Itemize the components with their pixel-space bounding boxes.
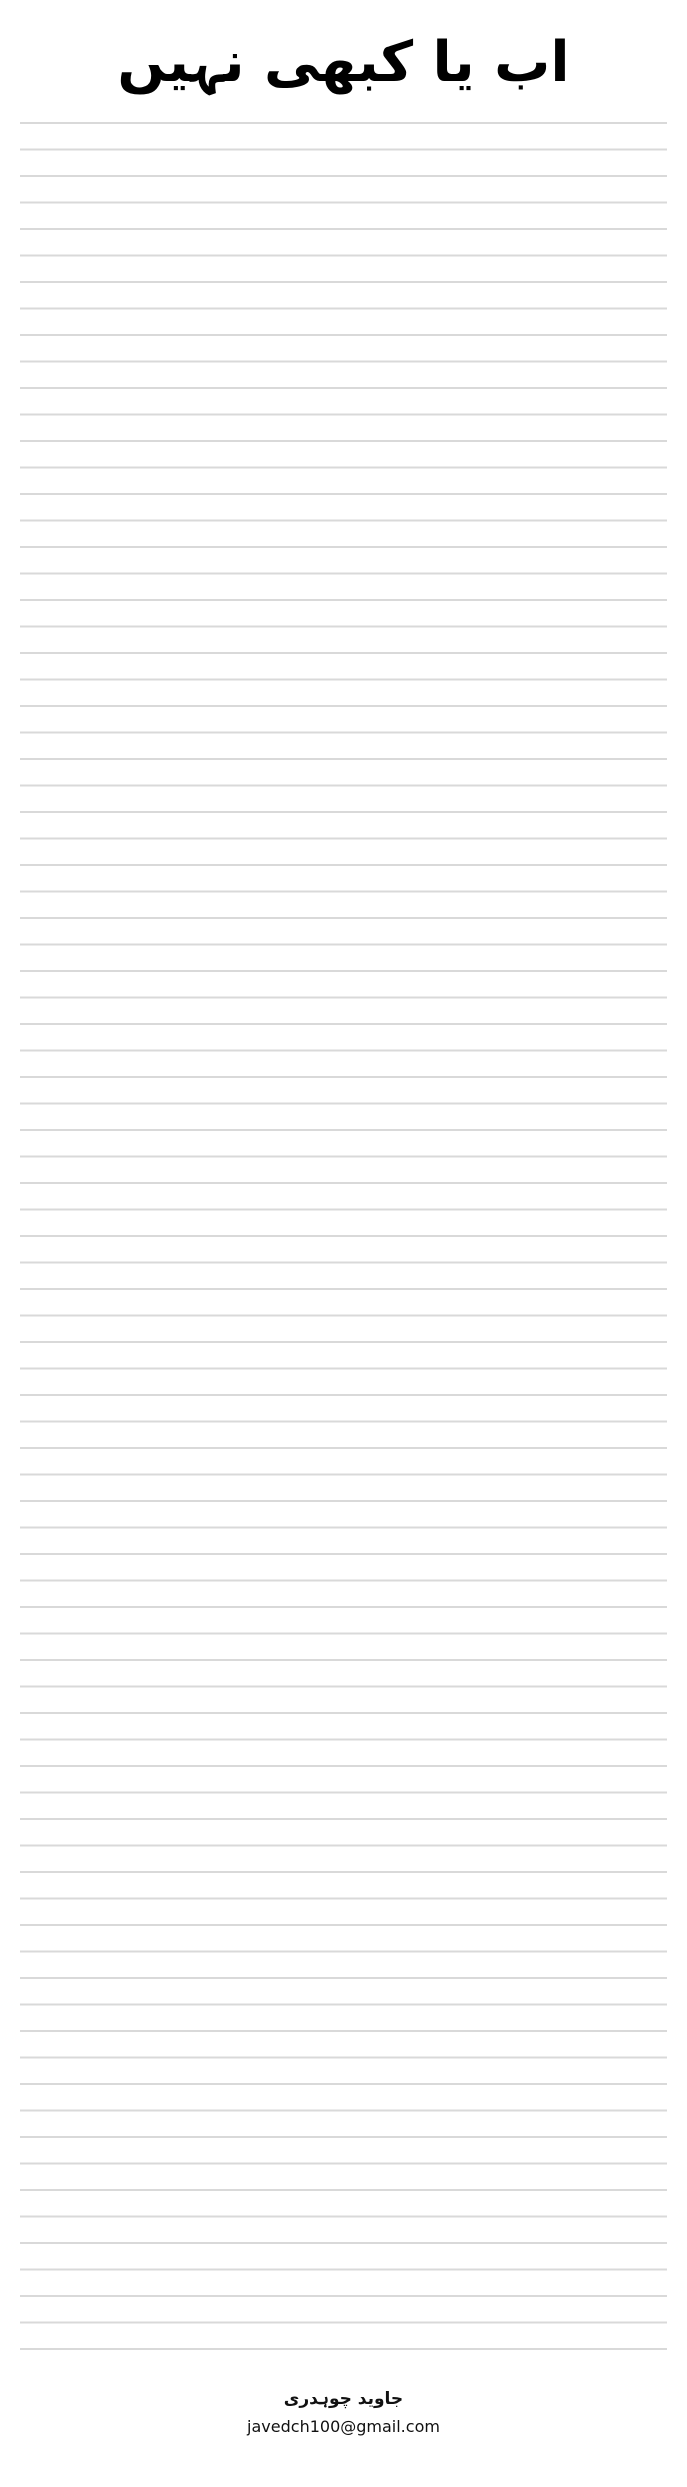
- article-headline: اب یا کبھی نہیں: [117, 29, 570, 95]
- author-email: javedch100@gmail.com: [247, 2417, 440, 2436]
- article-body: [20, 120, 667, 2370]
- author-name: جاوید چوہدری: [283, 2389, 404, 2409]
- headline-container: [20, 14, 667, 110]
- byline: [20, 2384, 667, 2474]
